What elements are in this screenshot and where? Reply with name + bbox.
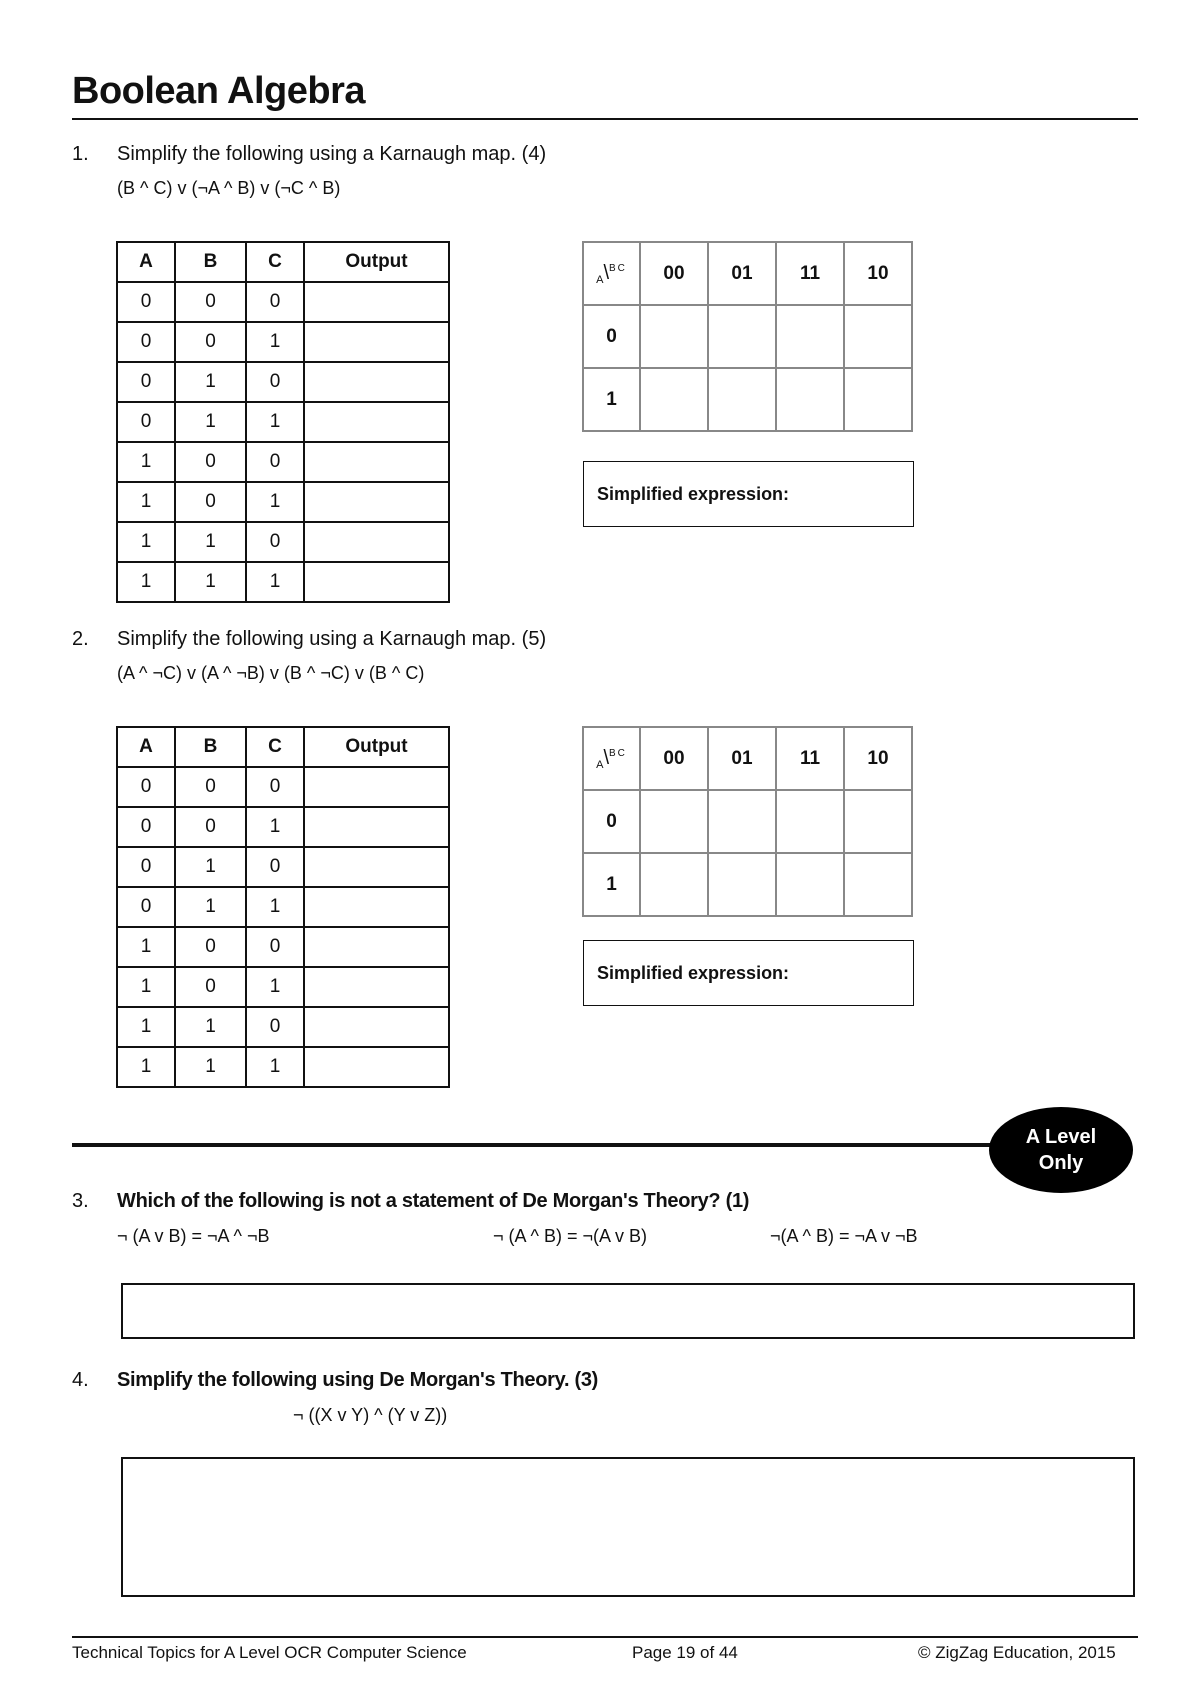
header-output: Output (304, 727, 449, 767)
q3-option-3: ¬(A ^ B) = ¬A v ¬B (770, 1226, 918, 1246)
q1-expression: (B ^ C) v (¬A ^ B) v (¬C ^ B) (117, 178, 341, 198)
kmap-col-header: 10 (844, 242, 912, 305)
kmap-cell[interactable] (776, 305, 844, 368)
footer-page-number: Page 19 of 44 (632, 1643, 738, 1662)
header-c: C (246, 242, 304, 282)
cell-b: 1 (175, 362, 246, 402)
cell-c: 1 (246, 887, 304, 927)
kmap-cell[interactable] (844, 305, 912, 368)
output-cell[interactable] (304, 1047, 449, 1087)
kmap-cell[interactable] (844, 368, 912, 431)
output-cell[interactable] (304, 522, 449, 562)
kmap-cell[interactable] (640, 790, 708, 853)
cell-b: 0 (175, 767, 246, 807)
kmap-col-header: 00 (640, 727, 708, 790)
table-row (117, 807, 449, 847)
output-cell[interactable] (304, 562, 449, 602)
table-row (117, 1007, 449, 1047)
simplified-label: Simplified expression: (597, 484, 790, 504)
q1-truth-table (116, 241, 450, 603)
header-output: Output (304, 242, 449, 282)
table-row (117, 282, 449, 322)
kmap-row-var: A (596, 758, 604, 771)
cell-a: 1 (117, 927, 175, 967)
kmap-cell[interactable] (776, 853, 844, 916)
header-b: B (175, 727, 246, 767)
kmap-cell[interactable] (708, 790, 776, 853)
output-cell[interactable] (304, 767, 449, 807)
q2-simplified-expression-box[interactable] (583, 940, 914, 1006)
kmap-cell[interactable] (776, 368, 844, 431)
footer-left: Technical Topics for A Level OCR Computer Science (72, 1643, 467, 1662)
kmap-col-header: 11 (776, 242, 844, 305)
cell-b: 0 (175, 442, 246, 482)
output-cell[interactable] (304, 402, 449, 442)
cell-c: 0 (246, 362, 304, 402)
cell-a: 0 (117, 807, 175, 847)
header-a: A (117, 242, 175, 282)
kmap-col-header: 01 (708, 242, 776, 305)
q1-number: 1. (72, 143, 89, 165)
cell-a: 1 (117, 1047, 175, 1087)
table-row (117, 767, 449, 807)
cell-a: 1 (117, 522, 175, 562)
cell-a: 0 (117, 402, 175, 442)
badge-line-2: Only (1038, 1152, 1084, 1174)
table-row (117, 847, 449, 887)
badge-line-1: A Level (1025, 1126, 1097, 1148)
footer-copyright: © ZigZag Education, 2015 (918, 1643, 1116, 1662)
table-row (117, 927, 449, 967)
cell-c: 1 (246, 402, 304, 442)
table-row (117, 887, 449, 927)
table-row (117, 562, 449, 602)
cell-c: 0 (246, 1007, 304, 1047)
cell-c: 1 (246, 1047, 304, 1087)
truth-table-header-row (117, 727, 449, 767)
simplified-label: Simplified expression: (597, 963, 790, 983)
cell-a: 1 (117, 1007, 175, 1047)
table-row (117, 402, 449, 442)
cell-b: 0 (175, 282, 246, 322)
q2-karnaugh-map (582, 726, 913, 917)
cell-b: 0 (175, 322, 246, 362)
cell-b: 1 (175, 887, 246, 927)
kmap-cell[interactable] (844, 790, 912, 853)
cell-c: 1 (246, 482, 304, 522)
kmap-cell[interactable] (708, 305, 776, 368)
cell-a: 0 (117, 767, 175, 807)
a-level-only-badge (989, 1107, 1133, 1193)
cell-a: 1 (117, 967, 175, 1007)
cell-c: 0 (246, 282, 304, 322)
kmap-cell[interactable] (640, 305, 708, 368)
cell-b: 1 (175, 402, 246, 442)
q3-number: 3. (72, 1190, 89, 1212)
cell-b: 0 (175, 807, 246, 847)
q3-option-2: ¬ (A ^ B) = ¬(A v B) (493, 1226, 648, 1246)
cell-a: 0 (117, 362, 175, 402)
kmap-cell[interactable] (640, 368, 708, 431)
cell-c: 0 (246, 847, 304, 887)
kmap-col-header: 01 (708, 727, 776, 790)
q1-simplified-expression-box[interactable] (583, 461, 914, 527)
kmap-cell[interactable] (708, 853, 776, 916)
table-row (117, 1047, 449, 1087)
cell-b: 1 (175, 562, 246, 602)
cell-a: 1 (117, 442, 175, 482)
output-cell[interactable] (304, 322, 449, 362)
output-cell[interactable] (304, 807, 449, 847)
kmap-col-header: 00 (640, 242, 708, 305)
kmap-row-header: 1 (583, 853, 640, 916)
kmap-cell[interactable] (708, 368, 776, 431)
footer-divider (72, 1636, 1138, 1638)
kmap-col-var: BC (609, 262, 627, 274)
cell-c: 1 (246, 807, 304, 847)
cell-c: 1 (246, 967, 304, 1007)
q2-number: 2. (72, 628, 89, 650)
kmap-col-header: 11 (776, 727, 844, 790)
kmap-cell[interactable] (640, 853, 708, 916)
table-row (117, 442, 449, 482)
cell-a: 0 (117, 847, 175, 887)
cell-a: 0 (117, 887, 175, 927)
cell-c: 1 (246, 322, 304, 362)
table-row (117, 362, 449, 402)
cell-b: 0 (175, 482, 246, 522)
kmap-row-header: 0 (583, 790, 640, 853)
cell-b: 1 (175, 1007, 246, 1047)
page-title: Boolean Algebra (72, 70, 366, 112)
cell-c: 0 (246, 767, 304, 807)
q4-expression: ¬ ((X v Y) ^ (Y v Z)) (293, 1405, 448, 1425)
cell-b: 0 (175, 967, 246, 1007)
kmap-row-header: 0 (583, 305, 640, 368)
output-cell[interactable] (304, 362, 449, 402)
output-cell[interactable] (304, 927, 449, 967)
q3-text: Which of the following is not a statement of De Morgan's Theory? (1) (117, 1190, 750, 1212)
table-row (117, 522, 449, 562)
q1-text: Simplify the following using a Karnaugh map. (4) (117, 143, 547, 165)
cell-b: 1 (175, 1047, 246, 1087)
cell-b: 1 (175, 522, 246, 562)
output-cell[interactable] (304, 847, 449, 887)
cell-c: 1 (246, 562, 304, 602)
section-divider (72, 1143, 1012, 1147)
kmap-row-header: 1 (583, 368, 640, 431)
kmap-col-var: BC (609, 747, 627, 759)
q4-number: 4. (72, 1369, 89, 1391)
header-a: A (117, 727, 175, 767)
cell-a: 1 (117, 562, 175, 602)
output-cell[interactable] (304, 282, 449, 322)
q3-answer-box[interactable] (121, 1283, 1135, 1339)
output-cell[interactable] (304, 967, 449, 1007)
q2-text: Simplify the following using a Karnaugh map. (5) (117, 628, 547, 650)
kmap-cell[interactable] (776, 790, 844, 853)
q4-answer-box[interactable] (121, 1457, 1135, 1597)
cell-a: 0 (117, 282, 175, 322)
truth-table-header-row (117, 242, 449, 282)
kmap-row-var: A (596, 273, 604, 286)
header-c: C (246, 727, 304, 767)
cell-c: 0 (246, 522, 304, 562)
kmap-cell[interactable] (844, 853, 912, 916)
q2-expression: (A ^ ¬C) v (A ^ ¬B) v (B ^ ¬C) v (B ^ C) (117, 663, 425, 683)
table-row (117, 482, 449, 522)
cell-c: 0 (246, 442, 304, 482)
q1-karnaugh-map (582, 241, 913, 432)
q2-truth-table (116, 726, 450, 1088)
cell-b: 1 (175, 847, 246, 887)
table-row (117, 967, 449, 1007)
cell-b: 0 (175, 927, 246, 967)
cell-a: 1 (117, 482, 175, 522)
cell-c: 0 (246, 927, 304, 967)
kmap-corner: $_A$\$^{BC}$ (583, 242, 640, 305)
kmap-col-header: 10 (844, 727, 912, 790)
header-b: B (175, 242, 246, 282)
kmap-corner: $_A$\$^{BC}$ (583, 727, 640, 790)
output-cell[interactable] (304, 482, 449, 522)
q3-option-1: ¬ (A v B) = ¬A ^ ¬B (117, 1226, 270, 1246)
cell-a: 0 (117, 322, 175, 362)
q4-text: Simplify the following using De Morgan's Theory. (3) (117, 1369, 599, 1391)
output-cell[interactable] (304, 1007, 449, 1047)
table-row (117, 322, 449, 362)
output-cell[interactable] (304, 442, 449, 482)
title-divider (72, 118, 1138, 120)
output-cell[interactable] (304, 887, 449, 927)
